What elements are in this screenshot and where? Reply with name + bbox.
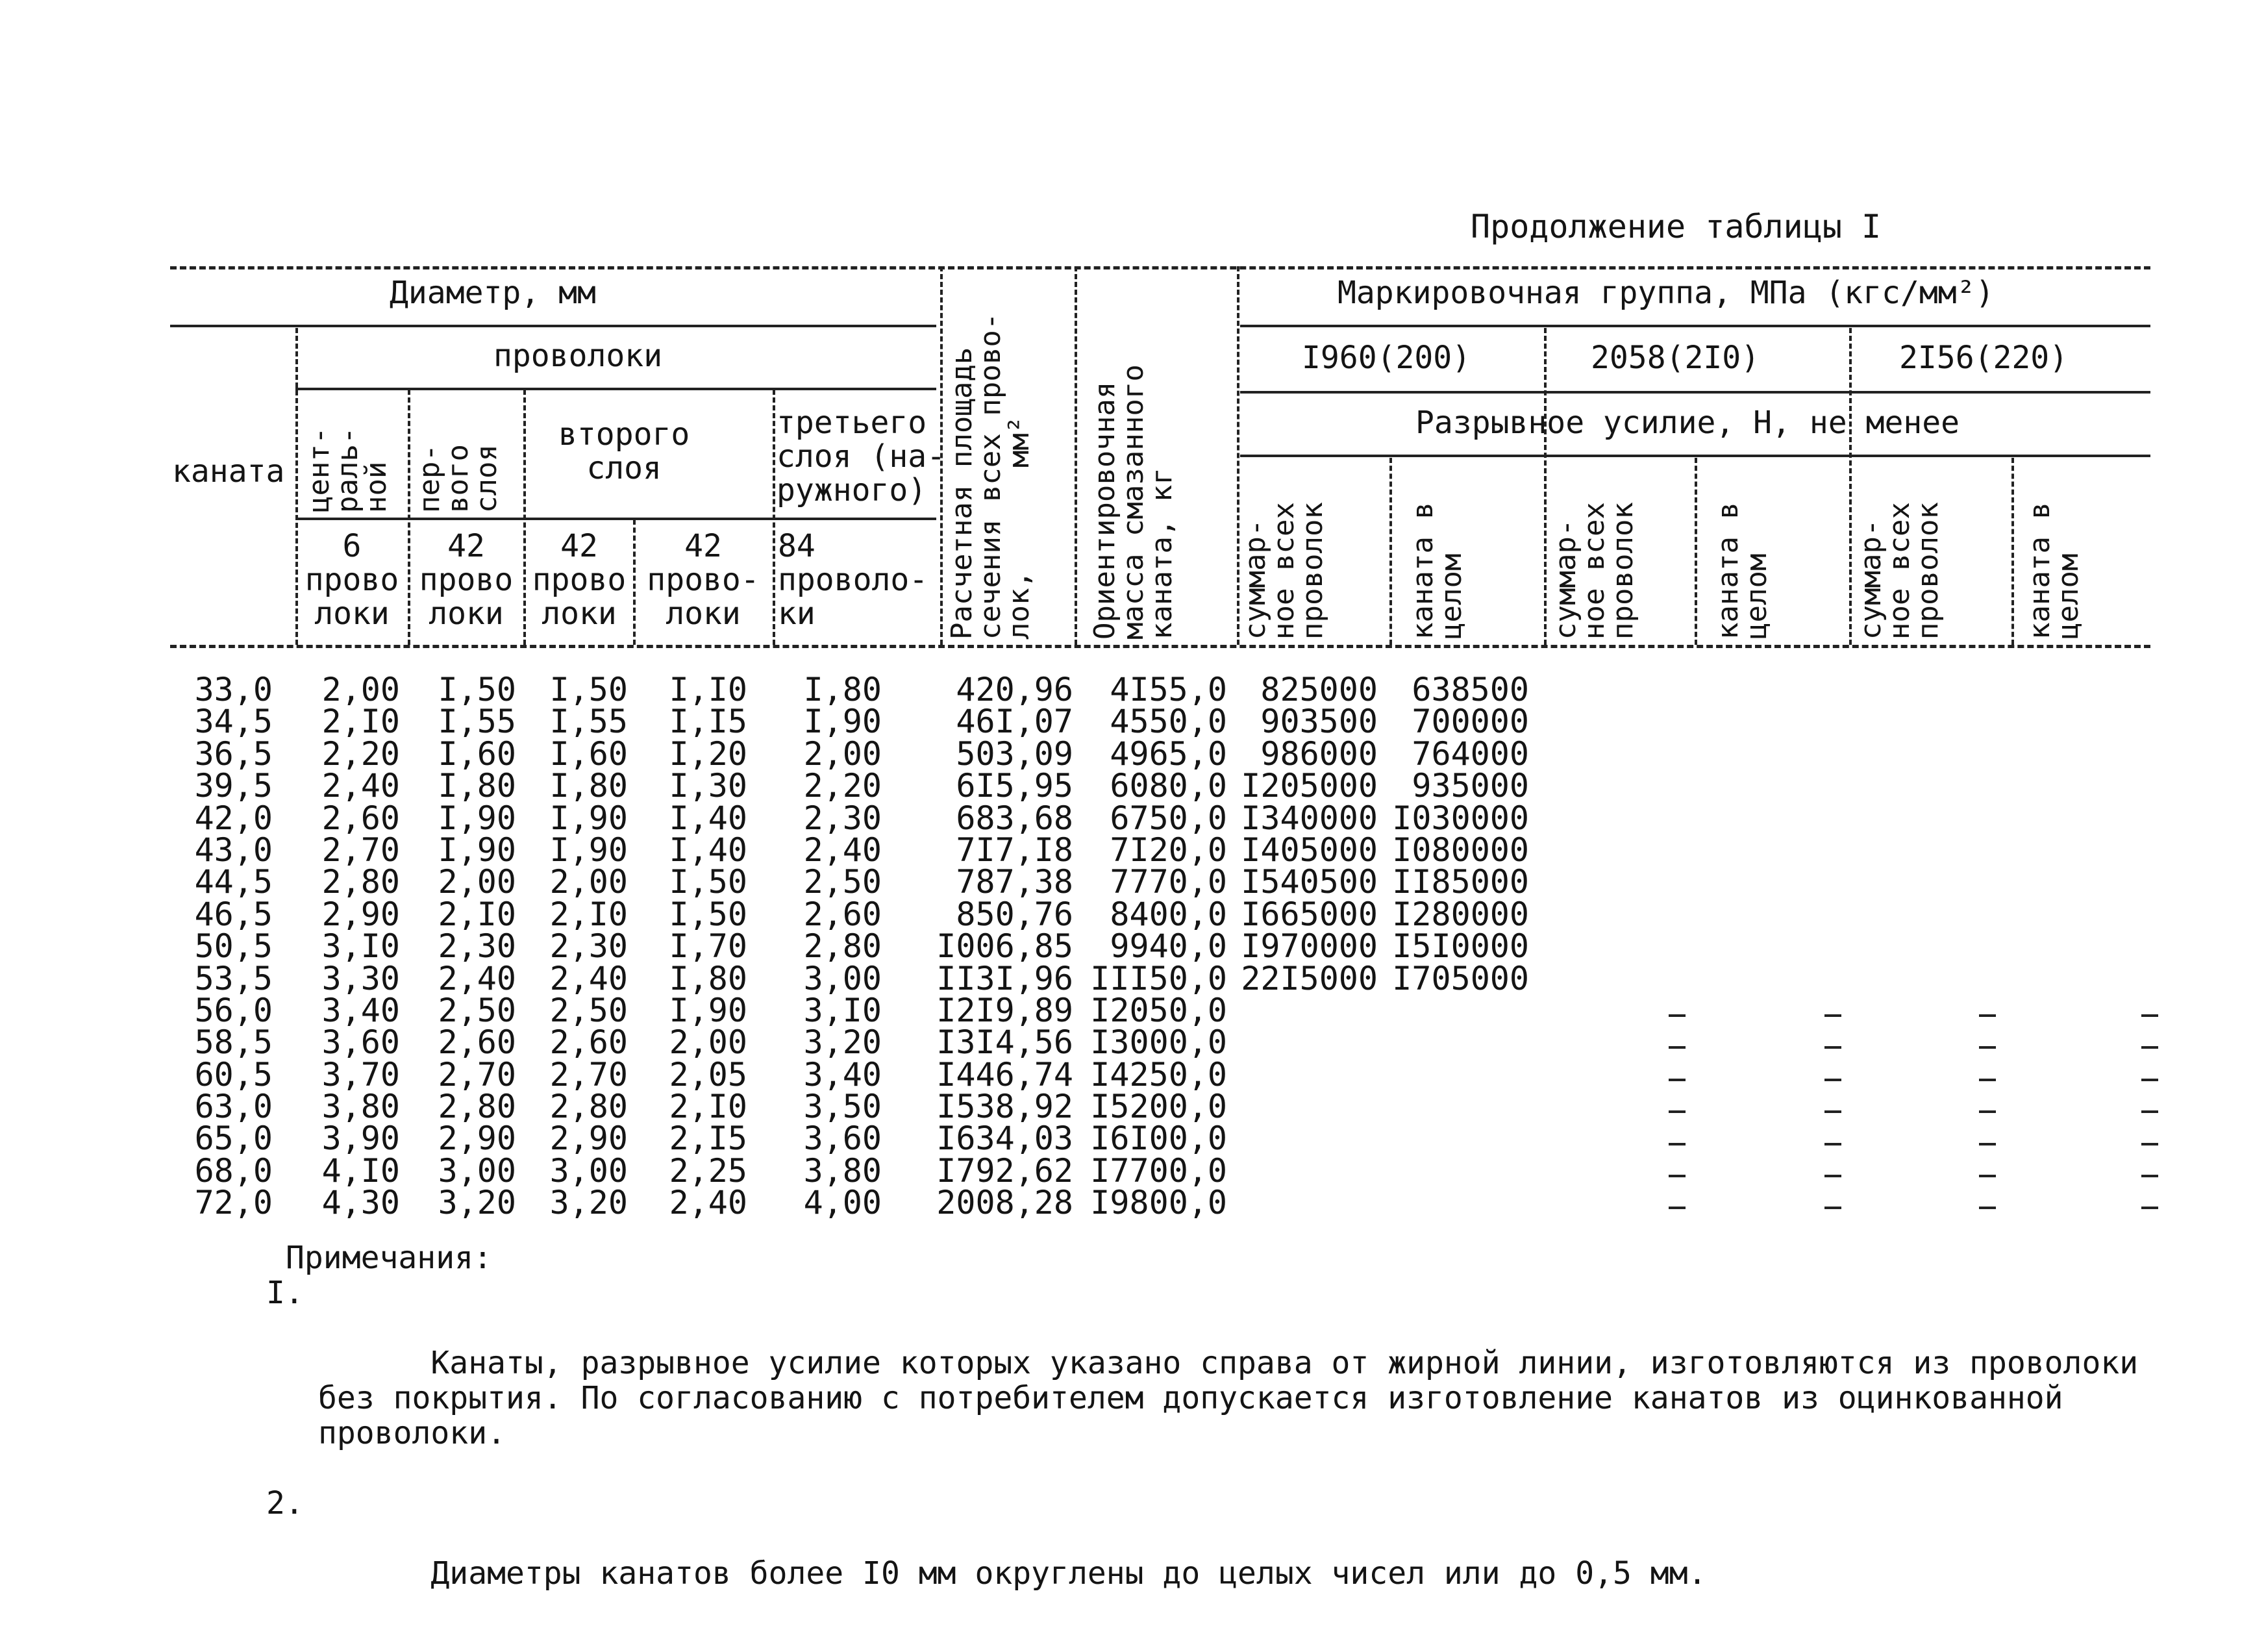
cell-l2b: I,30 xyxy=(669,767,747,805)
diameter-header-rule xyxy=(170,325,936,327)
cell-rope: 50,5 xyxy=(194,927,273,966)
cell-rope: 53,5 xyxy=(194,959,273,997)
cell-mass: III50,0 xyxy=(1090,959,1227,997)
cell-whole xyxy=(1383,1187,1529,1219)
cell-mass: I7700,0 xyxy=(1090,1151,1227,1190)
cell-rope: 46,5 xyxy=(194,895,273,933)
empty-value-dash xyxy=(2141,1046,2158,1049)
first-layer-divider xyxy=(523,390,526,645)
group2-inner-divider xyxy=(1695,458,1697,645)
cell-sum: I205000 xyxy=(1241,767,1378,805)
cell-l1: 2,90 xyxy=(438,1120,516,1158)
header-bottom-rule xyxy=(170,645,2150,648)
marking-group-rule xyxy=(1240,325,2150,327)
cell-l2a: I,90 xyxy=(549,831,628,869)
note-1-number: I. xyxy=(266,1275,304,1311)
cell-whole: II85000 xyxy=(1392,863,1529,901)
cell-l2a: 2,30 xyxy=(549,927,628,966)
notes xyxy=(266,1240,2201,1626)
sum-force-column xyxy=(1234,671,1378,1220)
group3-inner-divider xyxy=(2011,458,2014,645)
cell-l2b: I,40 xyxy=(669,831,747,869)
cell-l2a: I,80 xyxy=(549,767,628,805)
cell-c: 2,60 xyxy=(321,799,400,837)
cell-l1: 2,50 xyxy=(438,991,516,1029)
cell-l3: 2,60 xyxy=(803,895,882,933)
cell-mass: I9800,0 xyxy=(1090,1184,1227,1222)
cell-rope: 72,0 xyxy=(194,1184,273,1222)
cell-sum: I970000 xyxy=(1241,927,1378,966)
rope-whole-header-3: каната в целом xyxy=(2023,502,2085,640)
empty-value-dash xyxy=(1979,1079,1996,1081)
cell-area: II3I,96 xyxy=(936,959,1073,997)
cell-rope: 34,5 xyxy=(194,703,273,741)
cell-area: 6I5,95 xyxy=(956,767,1073,805)
cell-sum: 903500 xyxy=(1260,703,1378,741)
cell-l1: 2,60 xyxy=(438,1023,516,1062)
cell-c: 2,40 xyxy=(321,767,400,805)
cell-mass: 4965,0 xyxy=(1110,734,1227,773)
empty-value-dash xyxy=(1669,1207,1686,1209)
cell-mass: 7I20,0 xyxy=(1110,831,1227,869)
cell-sum xyxy=(1234,1123,1378,1155)
mass-header: Ориентировочная масса смазанного каната, кг xyxy=(1088,364,1178,640)
empty-value-dash xyxy=(1669,1143,1686,1145)
count-42c-header: 42 прово- локи xyxy=(647,528,760,632)
cell-l1: I,55 xyxy=(438,703,516,741)
cell-l1: I,50 xyxy=(438,671,516,708)
cell-area: 7I7,I8 xyxy=(956,831,1073,869)
cell-sum xyxy=(1234,995,1378,1027)
sum-wires-header-3: суммар- ное всех проволок xyxy=(1854,502,1945,640)
cell-l1: I,90 xyxy=(438,799,516,837)
cell-rope: 44,5 xyxy=(194,863,273,901)
cell-l3: 2,40 xyxy=(803,831,882,869)
cell-sum: 22I5000 xyxy=(1241,959,1378,997)
count-6-header: 6 прово локи xyxy=(305,528,399,632)
cell-area: 2008,28 xyxy=(936,1184,1073,1222)
cell-mass: I4250,0 xyxy=(1090,1055,1227,1094)
empty-value-dash xyxy=(1824,1207,1841,1209)
cell-sum: I340000 xyxy=(1241,799,1378,837)
cell-l2b: I,I5 xyxy=(669,703,747,741)
cell-area: 850,76 xyxy=(956,895,1073,933)
count-42a-header: 42 прово локи xyxy=(419,528,514,632)
cell-l2b: 2,I5 xyxy=(669,1120,747,1158)
note-2 xyxy=(266,1486,2201,1626)
table-caption: Продолжение таблицы I xyxy=(1471,208,1882,245)
empty-value-dash xyxy=(1669,1110,1686,1113)
cell-rope: 60,5 xyxy=(194,1055,273,1094)
cell-rope: 43,0 xyxy=(194,831,273,869)
cell-l1: 3,00 xyxy=(438,1151,516,1190)
rope-column-divider xyxy=(295,328,298,645)
cell-l1: 2,80 xyxy=(438,1088,516,1126)
cell-c: 4,30 xyxy=(321,1184,400,1222)
cell-rope: 58,5 xyxy=(194,1023,273,1062)
note-2-text: Диаметры канатов более I0 мм округлены до целых чисел или до 0,5 мм. xyxy=(430,1555,1707,1592)
cell-area: I634,03 xyxy=(936,1120,1073,1158)
cell-l2a: 2,90 xyxy=(549,1120,628,1158)
count-84-header: 84 проволо- ки xyxy=(778,528,928,632)
cell-l3: 3,50 xyxy=(803,1088,882,1126)
cell-mass: 9940,0 xyxy=(1110,927,1227,966)
group1-divider xyxy=(1544,328,1547,645)
second-layer-inner-divider xyxy=(633,519,636,645)
rope-header: каната xyxy=(172,453,285,490)
second-layer-b-column xyxy=(638,671,747,1222)
group2-divider xyxy=(1849,328,1852,645)
sum-wires-header-2: суммар- ное всех проволок xyxy=(1549,502,1639,640)
cell-c: 2,I0 xyxy=(321,703,400,741)
empty-value-dash xyxy=(1669,1175,1686,1177)
cell-l2b: I,20 xyxy=(669,734,747,773)
cell-l2b: I,40 xyxy=(669,799,747,837)
cell-whole: I5I0000 xyxy=(1392,927,1529,966)
cell-mass: 6750,0 xyxy=(1110,799,1227,837)
sum-wires-header-1: суммар- ное всех проволок xyxy=(1239,502,1329,640)
cell-mass: I3000,0 xyxy=(1090,1023,1227,1062)
cell-area: I3I4,56 xyxy=(936,1023,1073,1062)
cell-mass: 8400,0 xyxy=(1110,895,1227,933)
cell-whole: I280000 xyxy=(1392,895,1529,933)
cell-l2a: 2,00 xyxy=(549,863,628,901)
cell-l3: 2,20 xyxy=(803,767,882,805)
count-42b-header: 42 прово локи xyxy=(532,528,627,632)
cell-rope: 68,0 xyxy=(194,1151,273,1190)
empty-value-dash xyxy=(1824,1110,1841,1113)
cell-c: 3,30 xyxy=(321,959,400,997)
cell-l3: I,90 xyxy=(803,703,882,741)
empty-value-dash xyxy=(1979,1014,1996,1017)
cell-area: 420,96 xyxy=(956,671,1073,708)
mass-column-divider xyxy=(1075,266,1077,645)
cell-c: 3,80 xyxy=(321,1088,400,1126)
first-layer-header: пер- вого слоя xyxy=(413,444,503,513)
note-1 xyxy=(266,1275,2201,1486)
cell-l1: 3,20 xyxy=(438,1184,516,1222)
cell-sum xyxy=(1234,1027,1378,1058)
cell-area: I538,92 xyxy=(936,1088,1073,1126)
cell-l1: I,60 xyxy=(438,734,516,773)
cell-l3: 3,I0 xyxy=(803,991,882,1029)
cell-area: 787,38 xyxy=(956,863,1073,901)
cell-l2a: 2,50 xyxy=(549,991,628,1029)
cell-c: 3,70 xyxy=(321,1055,400,1094)
cell-mass: I2050,0 xyxy=(1090,991,1227,1029)
cell-l1: 2,I0 xyxy=(438,895,516,933)
cell-l1: I,90 xyxy=(438,831,516,869)
cell-rope: 63,0 xyxy=(194,1088,273,1126)
empty-value-dash xyxy=(1824,1046,1841,1049)
cell-whole: 700000 xyxy=(1412,703,1529,741)
wire-layer-rule xyxy=(295,518,936,520)
cell-sum: I540500 xyxy=(1241,863,1378,901)
cell-c: 3,60 xyxy=(321,1023,400,1062)
cell-sum: I405000 xyxy=(1241,831,1378,869)
cell-l3: 3,00 xyxy=(803,959,882,997)
note-1-text: Канаты, разрывное усилие которых указано справа от жирной линии, изготовляются из проволоки без покрытия. По согласованию с потребителем допускается изготовление канатов из оцинкованной проволоки. xyxy=(318,1345,2158,1451)
cell-rope: 33,0 xyxy=(194,671,273,708)
cell-c: 2,70 xyxy=(321,831,400,869)
group-2058-header: 2058(2I0) xyxy=(1591,340,1760,376)
group-1960-header: I960(200) xyxy=(1302,340,1471,376)
cell-l2a: 2,I0 xyxy=(549,895,628,933)
second-layer-divider xyxy=(773,390,775,645)
empty-value-dash xyxy=(2141,1014,2158,1017)
cell-c: 2,80 xyxy=(321,863,400,901)
empty-value-dash xyxy=(1979,1143,1996,1145)
cell-whole xyxy=(1383,995,1529,1027)
empty-value-dash xyxy=(2141,1143,2158,1145)
cell-l2b: 2,25 xyxy=(669,1151,747,1190)
group-2156-header: 2I56(220) xyxy=(1899,340,2069,376)
breaking-force-header: Разрывное усилие, Н, не менее xyxy=(1415,405,1960,441)
empty-value-dash xyxy=(2141,1207,2158,1209)
cell-rope: 36,5 xyxy=(194,734,273,773)
cell-sum: I665000 xyxy=(1241,895,1378,933)
cell-whole: 935000 xyxy=(1412,767,1529,805)
central-header: цент- раль- ной xyxy=(303,427,393,513)
area-header: Расчетная площадь сечения всех прово- лок, мм² xyxy=(945,312,1036,640)
cell-whole xyxy=(1383,1059,1529,1091)
cell-mass: I6I00,0 xyxy=(1090,1120,1227,1158)
cell-area: 503,09 xyxy=(956,734,1073,773)
second-layer-a-column xyxy=(527,671,628,1222)
empty-value-dash xyxy=(1669,1046,1686,1049)
cell-whole xyxy=(1383,1155,1529,1187)
cell-l2b: I,50 xyxy=(669,895,747,933)
cell-mass: 4550,0 xyxy=(1110,703,1227,741)
cell-l2a: 3,00 xyxy=(549,1151,628,1190)
cell-l2b: I,90 xyxy=(669,991,747,1029)
first-layer-column xyxy=(416,671,516,1222)
cell-area: I446,74 xyxy=(936,1055,1073,1094)
cell-l3: 3,80 xyxy=(803,1151,882,1190)
cell-c: 2,90 xyxy=(321,895,400,933)
third-layer-header: третьего слоя (на- ружного) xyxy=(777,405,946,508)
empty-value-dash xyxy=(1669,1079,1686,1081)
cell-mass: 6080,0 xyxy=(1110,767,1227,805)
cell-sum: 986000 xyxy=(1260,734,1378,773)
cell-l2b: I,70 xyxy=(669,927,747,966)
cell-sum: 825000 xyxy=(1260,671,1378,708)
cell-sum xyxy=(1234,1059,1378,1091)
cell-l3: 2,50 xyxy=(803,863,882,901)
cell-l1: 2,30 xyxy=(438,927,516,966)
rope-force-column xyxy=(1383,671,1529,1220)
empty-value-dash xyxy=(1979,1207,1996,1209)
cell-l2b: 2,I0 xyxy=(669,1088,747,1126)
note-2-number: 2. xyxy=(266,1485,304,1521)
cell-c: 3,I0 xyxy=(321,927,400,966)
cell-area: I792,62 xyxy=(936,1151,1073,1190)
cell-whole: 638500 xyxy=(1412,671,1529,708)
cell-l2a: I,90 xyxy=(549,799,628,837)
groups-rule xyxy=(1240,391,2150,394)
cell-whole xyxy=(1383,1091,1529,1123)
wires-header: проволоки xyxy=(493,338,663,374)
table-top-rule xyxy=(170,266,2150,269)
cell-c: 2,00 xyxy=(321,671,400,708)
cell-l2a: I,60 xyxy=(549,734,628,773)
notes-title: Примечания: xyxy=(286,1240,492,1276)
cell-mass: 7770,0 xyxy=(1110,863,1227,901)
third-layer-column xyxy=(778,671,882,1222)
cell-whole: I080000 xyxy=(1392,831,1529,869)
empty-value-dash xyxy=(1979,1046,1996,1049)
cell-area: I2I9,89 xyxy=(936,991,1073,1029)
empty-value-dash xyxy=(1824,1175,1841,1177)
cell-whole: 764000 xyxy=(1412,734,1529,773)
cell-l3: 4,00 xyxy=(803,1184,882,1222)
cell-l1: 2,70 xyxy=(438,1055,516,1094)
empty-value-dash xyxy=(2141,1110,2158,1113)
cell-l3: 3,60 xyxy=(803,1120,882,1158)
second-layer-header: второго слоя xyxy=(558,416,690,486)
cell-whole: I705000 xyxy=(1392,959,1529,997)
cell-l2a: 2,60 xyxy=(549,1023,628,1062)
empty-value-dash xyxy=(2141,1175,2158,1177)
cell-l3: 2,80 xyxy=(803,927,882,966)
cell-l3: 2,30 xyxy=(803,799,882,837)
rope-whole-header-1: каната в целом xyxy=(1406,502,1468,640)
marking-group-header: Маркировочная группа, МПа (кгс/мм²) xyxy=(1338,275,1995,311)
empty-value-dash xyxy=(1979,1175,1996,1177)
cell-sum xyxy=(1234,1091,1378,1123)
central-wire-column xyxy=(300,671,400,1222)
empty-value-dash xyxy=(1824,1014,1841,1017)
empty-value-dash xyxy=(1979,1110,1996,1113)
cell-whole xyxy=(1383,1123,1529,1155)
cell-l3: I,80 xyxy=(803,671,882,708)
cell-area: 46I,07 xyxy=(956,703,1073,741)
cell-l3: 3,40 xyxy=(803,1055,882,1094)
cell-l1: 2,40 xyxy=(438,959,516,997)
cell-rope: 39,5 xyxy=(194,767,273,805)
empty-value-dash xyxy=(1669,1014,1686,1017)
cell-l2b: 2,00 xyxy=(669,1023,747,1062)
empty-value-dash xyxy=(1824,1143,1841,1145)
cell-rope: 42,0 xyxy=(194,799,273,837)
cell-l3: 3,20 xyxy=(803,1023,882,1062)
area-column xyxy=(935,671,1073,1222)
cell-l2a: I,55 xyxy=(549,703,628,741)
empty-value-dash xyxy=(1824,1079,1841,1081)
rope-diameter-column xyxy=(170,671,273,1222)
cell-l1: I,80 xyxy=(438,767,516,805)
wires-header-rule xyxy=(295,388,936,390)
cell-l2a: 2,70 xyxy=(549,1055,628,1094)
cell-l2b: I,50 xyxy=(669,863,747,901)
cell-l2b: 2,05 xyxy=(669,1055,747,1094)
breaking-force-rule xyxy=(1240,455,2150,457)
cell-sum xyxy=(1234,1187,1378,1219)
cell-c: 4,I0 xyxy=(321,1151,400,1190)
cell-area: I006,85 xyxy=(936,927,1073,966)
cell-whole: I030000 xyxy=(1392,799,1529,837)
group1-inner-divider xyxy=(1389,458,1392,645)
cell-l2b: I,I0 xyxy=(669,671,747,708)
diameter-header: Диаметр, мм xyxy=(390,275,596,311)
cell-l2a: 2,80 xyxy=(549,1088,628,1126)
cell-l1: 2,00 xyxy=(438,863,516,901)
cell-l3: 2,00 xyxy=(803,734,882,773)
cell-area: 683,68 xyxy=(956,799,1073,837)
cell-mass: I5200,0 xyxy=(1090,1088,1227,1126)
cell-l2a: I,50 xyxy=(549,671,628,708)
cell-sum xyxy=(1234,1155,1378,1187)
cell-mass: 4I55,0 xyxy=(1110,671,1227,708)
cell-c: 3,40 xyxy=(321,991,400,1029)
cell-l2b: I,80 xyxy=(669,959,747,997)
empty-value-dash xyxy=(2141,1079,2158,1081)
cell-rope: 65,0 xyxy=(194,1120,273,1158)
cell-l2a: 2,40 xyxy=(549,959,628,997)
cell-l2b: 2,40 xyxy=(669,1184,747,1222)
central-column-divider xyxy=(408,390,410,645)
rope-whole-header-2: каната в целом xyxy=(1712,502,1773,640)
cell-c: 3,90 xyxy=(321,1120,400,1158)
cell-c: 2,20 xyxy=(321,734,400,773)
cell-l2a: 3,20 xyxy=(549,1184,628,1222)
cell-whole xyxy=(1383,1027,1529,1058)
cell-rope: 56,0 xyxy=(194,991,273,1029)
mass-column xyxy=(1078,671,1227,1222)
